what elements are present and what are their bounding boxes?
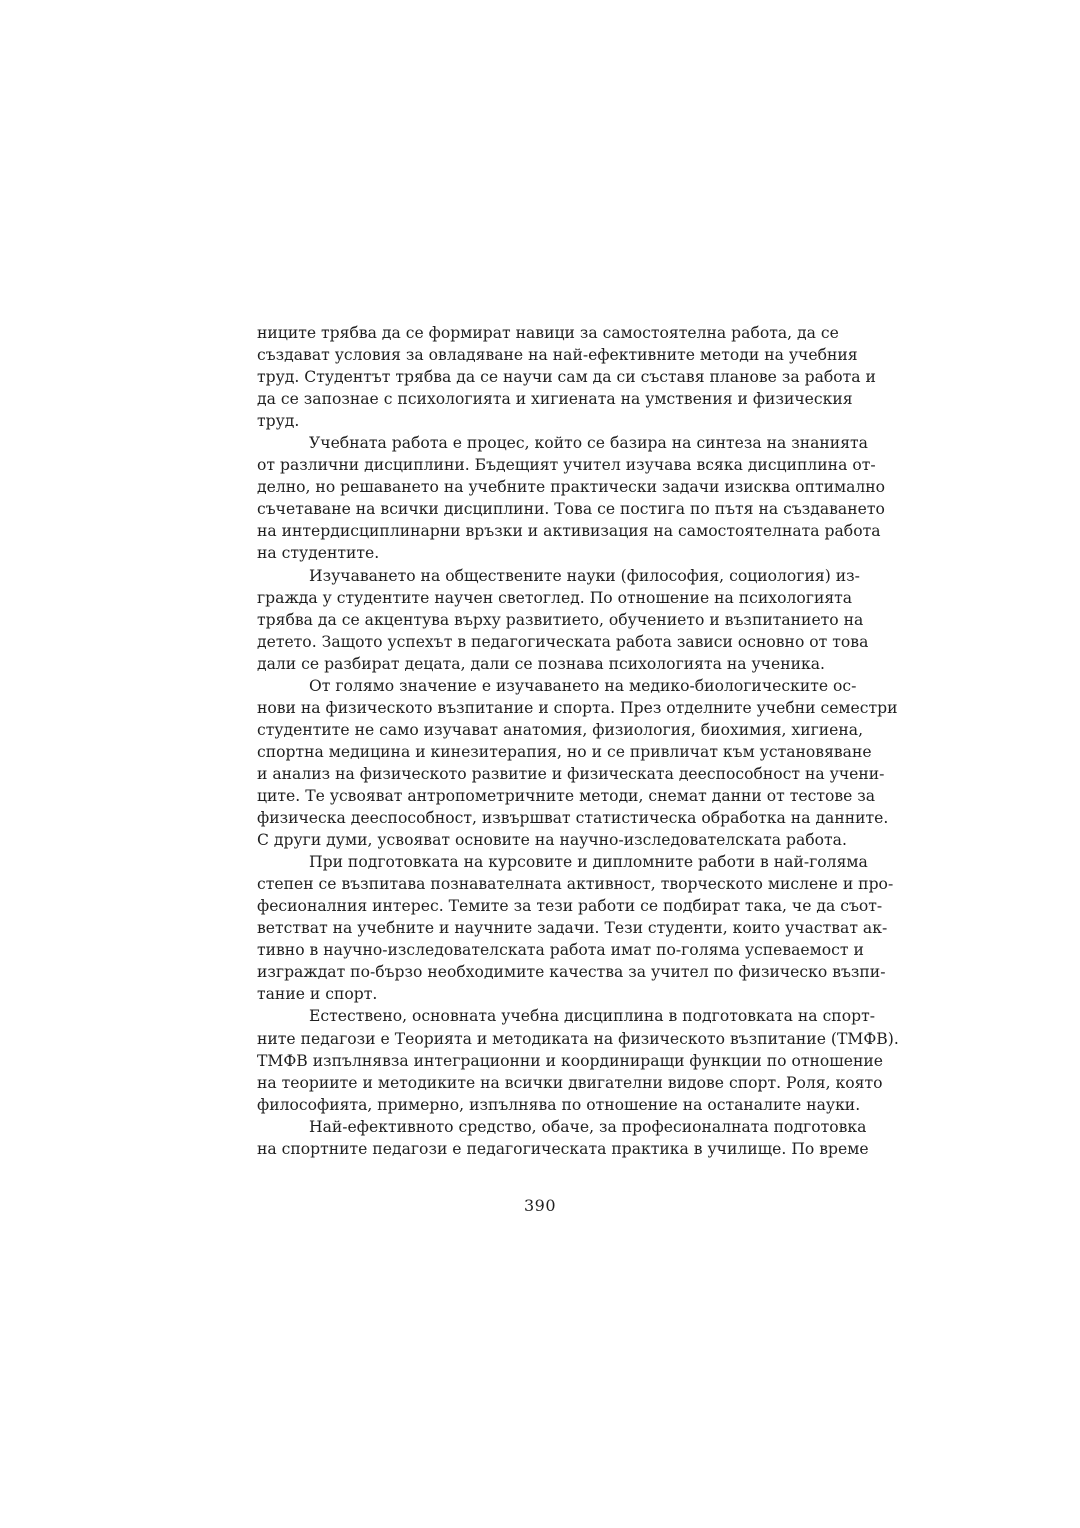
text-line: гражда у студентите научен светоглед. По отношение на психологията <box>257 588 853 607</box>
text-line: от различни дисциплини. Бъдещият учител изучава всяка дисциплина от- <box>257 456 876 475</box>
paragraph <box>257 1116 869 1160</box>
text-line: студентите не само изучават анатомия, физиология, биохимия, хигиена, <box>257 720 864 739</box>
text-line: създават условия за овладяване на най-ефективните методи на учебния <box>257 346 858 365</box>
paragraph <box>257 851 894 1005</box>
text-line: При подготовката на курсовите и дипломните работи в най-голяма <box>309 853 868 872</box>
text-line: физическа дееспособност, извършват статистическа обработка на данните. <box>257 809 889 828</box>
text-line: на студентите. <box>257 544 380 563</box>
text-line: нови на физическото възпитание и спорта. През отделните учебни семестри <box>257 698 898 717</box>
text-line: трябва да се акцентува върху развитието, обучението и възпитанието на <box>257 610 864 629</box>
text-line: ците. Те усвояват антропометричните методи, снемат данни от тестове за <box>257 786 876 805</box>
paragraph <box>257 565 869 675</box>
paragraph <box>257 322 876 432</box>
text-line: ветстват на учебните и научните задачи. Тези студенти, които участват ак- <box>257 919 888 938</box>
text-line: Естествено, основната учебна дисциплина в подготовката на спорт- <box>309 1007 875 1026</box>
text-line: философията, примерно, изпълнява по отношение на останалите науки. <box>257 1095 861 1114</box>
text-line: Учебната работа е процес, който се базира на синтеза на знанията <box>309 434 868 453</box>
text-line: ните педагози е Теорията и методиката на физическото възпитание (ТМФВ). <box>257 1029 899 1048</box>
text-line: труд. Студентът трябва да се научи сам да си съставя планове за работа и <box>257 368 876 387</box>
text-line: фесионалния интерес. Темите за тези работи се подбират така, че да съот- <box>257 897 883 916</box>
text-line: на теориите и методиките на всички двигателни видове спорт. Роля, която <box>257 1073 883 1092</box>
text-line: и анализ на физическото развитие и физическата дееспособност на учени- <box>257 764 885 783</box>
text-line: ТМФВ изпълнявза интеграционни и координиращи функции по отношение <box>257 1051 883 1070</box>
text-line: дали се разбират децата, дали се познава психологията на ученика. <box>257 654 825 673</box>
text-line: От голямо значение е изучаването на медико-биологическите ос- <box>309 676 857 695</box>
text-line: да се запознае с психологията и хигиената на умствения и физическия <box>257 390 853 409</box>
page-number: 390 <box>523 1196 557 1215</box>
text-line: делно, но решаването на учебните практически задачи изисква оптимално <box>257 478 886 497</box>
text-line: Най-ефективното средство, обаче, за професионалната подготовка <box>309 1117 867 1136</box>
paragraph <box>257 675 898 851</box>
text-line: С други думи, усвояват основите на научно-изследователската работа. <box>257 831 847 850</box>
text-line: Изучаването на обществените науки (философия, социология) из- <box>309 566 860 585</box>
text-line: на спортните педагози е педагогическата практика в училище. По време <box>257 1139 869 1158</box>
text-line: съчетаване на всички дисциплини. Това се постига по пътя на създаването <box>257 500 885 519</box>
paragraph <box>257 1005 899 1115</box>
text-line: детето. Защото успехът в педагогическата работа зависи основно от това <box>257 632 869 651</box>
text-line: изграждат по-бързо необходимите качества за учител по физическо възпи- <box>257 963 886 982</box>
text-line: ниците трябва да се формират навици за самостоятелна работа, да се <box>257 324 839 342</box>
text-line: труд. <box>257 412 300 431</box>
text-line: степен се възпитава познавателната активност, творческото мислене и про- <box>257 875 894 894</box>
text-line: спортна медицина и кинезитерапия, но и се привличат към установяване <box>257 742 872 761</box>
text-line: тивно в научно-изследователската работа имат по-голяма успеваемост и <box>257 941 864 960</box>
body-text <box>257 322 899 1160</box>
text-line: на интердисциплинарни връзки и активизация на самостоятелната работа <box>257 522 881 541</box>
paragraph <box>257 432 886 564</box>
text-line: тание и спорт. <box>257 985 378 1004</box>
